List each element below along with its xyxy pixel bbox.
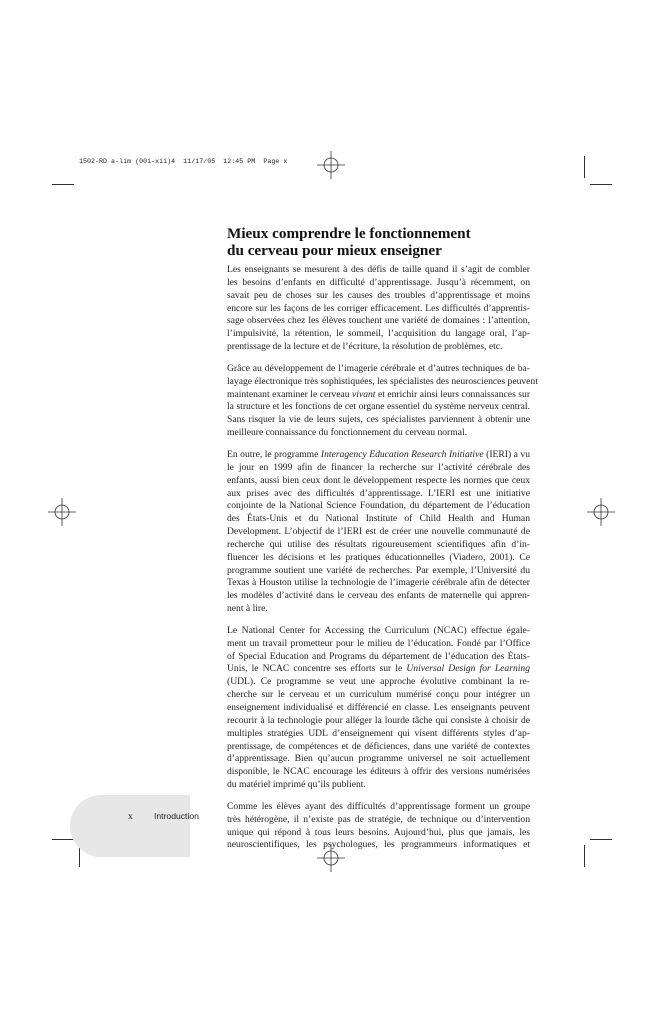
text-line: of Special Education and Programs du département de l’éducation des États- <box>227 650 530 662</box>
text-line: d’apprentissage. Bien qu’aucun programme universel ne soit actuellement <box>227 753 530 765</box>
text-line: enseignement individualisé et différencié en classe. Les enseignants peuvent <box>227 702 530 713</box>
text-line: les besoins d’enfants en difficulté d’apprentissage. Jusqu’à récemment, on <box>227 276 530 288</box>
text-line: Les enseignants se mesurent à des défis de taille quand il s’agit de combler <box>227 264 530 275</box>
text-line: enfants, aussi bien ceux dont le développement respecte les normes que ceux <box>227 474 530 486</box>
text-line: prentissage de la lecture et de l’écriture, la résolution de problèmes, etc. <box>227 341 503 353</box>
text-line: unique qui répond à tous leurs besoins. Aujourd’hui, plus que jamais, les <box>227 826 530 838</box>
text-line: Development. L’objectif de l’IERI est de créer une nouvelle communauté de <box>227 526 530 538</box>
running-head: Introduction <box>154 811 199 821</box>
body-text <box>227 264 538 861</box>
crop-mark-top-right-v <box>584 156 585 178</box>
text-line: prentissage, de compétences et de déficiences, dans une variété de contextes <box>227 740 530 752</box>
section-title <box>227 226 537 259</box>
text-line: le jour en 1999 afin de financer la recherche sur l’activité cérébrale des <box>227 461 530 473</box>
text-line: Comme les élèves ayant des difficultés d’apprentissage forment un groupe <box>227 800 530 812</box>
paragraph <box>227 362 538 440</box>
text-line: multiples stratégies UDL d’enseignement qui visent différents styles d’ap- <box>227 727 530 739</box>
crop-mark-bottom-right-v <box>584 845 585 867</box>
text-line: sage observées chez les élèves touchent une variété de domaines : l’attention, <box>227 315 530 327</box>
text-line: la structure et les fonctions de cet organe essentiel du système nerveux central. <box>227 401 530 413</box>
text-line: (UDL). Ce programme se veut une approche évolutive combinant la re- <box>227 676 530 688</box>
text-line: maintenant examiner le cerveau vivant et enrichir ainsi leurs connaissances sur <box>227 388 531 400</box>
text-line: du matériel imprimé qu’ils publient. <box>227 779 366 791</box>
text-line: nent à lire. <box>227 603 268 615</box>
paragraph <box>227 449 530 616</box>
text-line: cherche sur le cerveau et un curriculum numérisé conçu pour intégrer un <box>227 689 530 701</box>
text-line: layage électronique très sophistiquées, les spécialistes des neurosciences peuvent <box>227 375 538 387</box>
text-line: savait peu de choses sur les causes des troubles d’apprentissage et moins <box>227 289 530 301</box>
crop-mark-top-right-h <box>590 184 612 185</box>
text-line: conjointe de la National Science Foundation, du département de l’éducation <box>227 500 530 512</box>
text-line: Sans risquer la vie de leurs sujets, ces spécialistes parviennent à obtenir une <box>227 414 530 426</box>
text-line: neuroscientifiques, les psychologues, les programmeurs informatiques et <box>227 839 530 851</box>
text-line: ment un travail prometteur pour le milieu de l’éducation. Fondé par l’Office <box>227 637 530 649</box>
paragraph <box>227 801 530 852</box>
text-line: Le National Center for Accessing the Curriculum (NCAC) effectue égale- <box>227 624 530 636</box>
crop-mark-bottom-right-h <box>590 839 612 840</box>
slug-line: 1502-RD a-lim (00i-xii)4 11/17/05 12:45 PM Page x <box>79 158 288 165</box>
text-line: En outre, le programme Interagency Education Research Initiative (IERI) a vu <box>227 448 531 460</box>
registration-mark-top <box>317 151 345 179</box>
paragraph <box>227 625 530 792</box>
text-line: Grâce au développement de l’imagerie cérébrale et d’autres techniques de ba- <box>227 362 530 374</box>
text-line: des États-Unis et du National Institute of Child Health and Human <box>227 513 530 525</box>
paragraph <box>227 264 530 354</box>
registration-mark-left <box>48 498 76 526</box>
folio-tab-shape <box>70 795 190 857</box>
text-line: programme soutient une variété de recherches. Par exemple, l’Université du <box>227 564 530 576</box>
text-line: fluencer les décisions et les pratiques éducationnelles (Viadero, 2001). Ce <box>227 551 530 563</box>
text-line: disponible, le NCAC encourage les éditeurs à offrir des versions numérisées <box>227 766 530 778</box>
text-line: recherche qui utilise des résultats rigoureusement scientifiques afin d’in- <box>227 538 530 550</box>
text-line: aux prises avec des difficultés d’apprentissage. L’IERI est une initiative <box>227 487 530 499</box>
text-line: recourir à la technologie pour alléger la lourde tâche qui consiste à choisir de <box>227 714 530 726</box>
crop-mark-top-left-h <box>52 184 74 185</box>
page-number: x <box>128 811 133 822</box>
section-title-line-2: du cerveau pour mieux enseigner <box>227 241 442 259</box>
text-line: encore sur les façons de les corriger efficacement. Les difficultés d’apprentis- <box>227 302 530 314</box>
text-line: Texas à Houston utilise la technologie de l’imagerie cérébrale afin de détecter <box>227 577 530 589</box>
text-line: l’impulsivité, la rétention, le sommeil, l’acquisition du langage oral, l’ap- <box>227 328 530 340</box>
registration-mark-right <box>587 498 615 526</box>
text-line: très hétérogène, il n’existe pas de stratégie, de technique ou d’intervention <box>227 813 530 825</box>
text-line: Unis, le NCAC concentre ses efforts sur le Universal Design for Learning <box>227 663 531 675</box>
text-line: les modèles d’activité dans le cerveau des enfants de maternelle qui appren- <box>227 590 530 602</box>
crop-mark-bottom-left-h <box>52 839 74 840</box>
section-title-line-1: Mieux comprendre le fonctionnement <box>227 225 471 242</box>
text-line: meilleure connaissance du fonctionnement du cerveau normal. <box>227 427 468 439</box>
